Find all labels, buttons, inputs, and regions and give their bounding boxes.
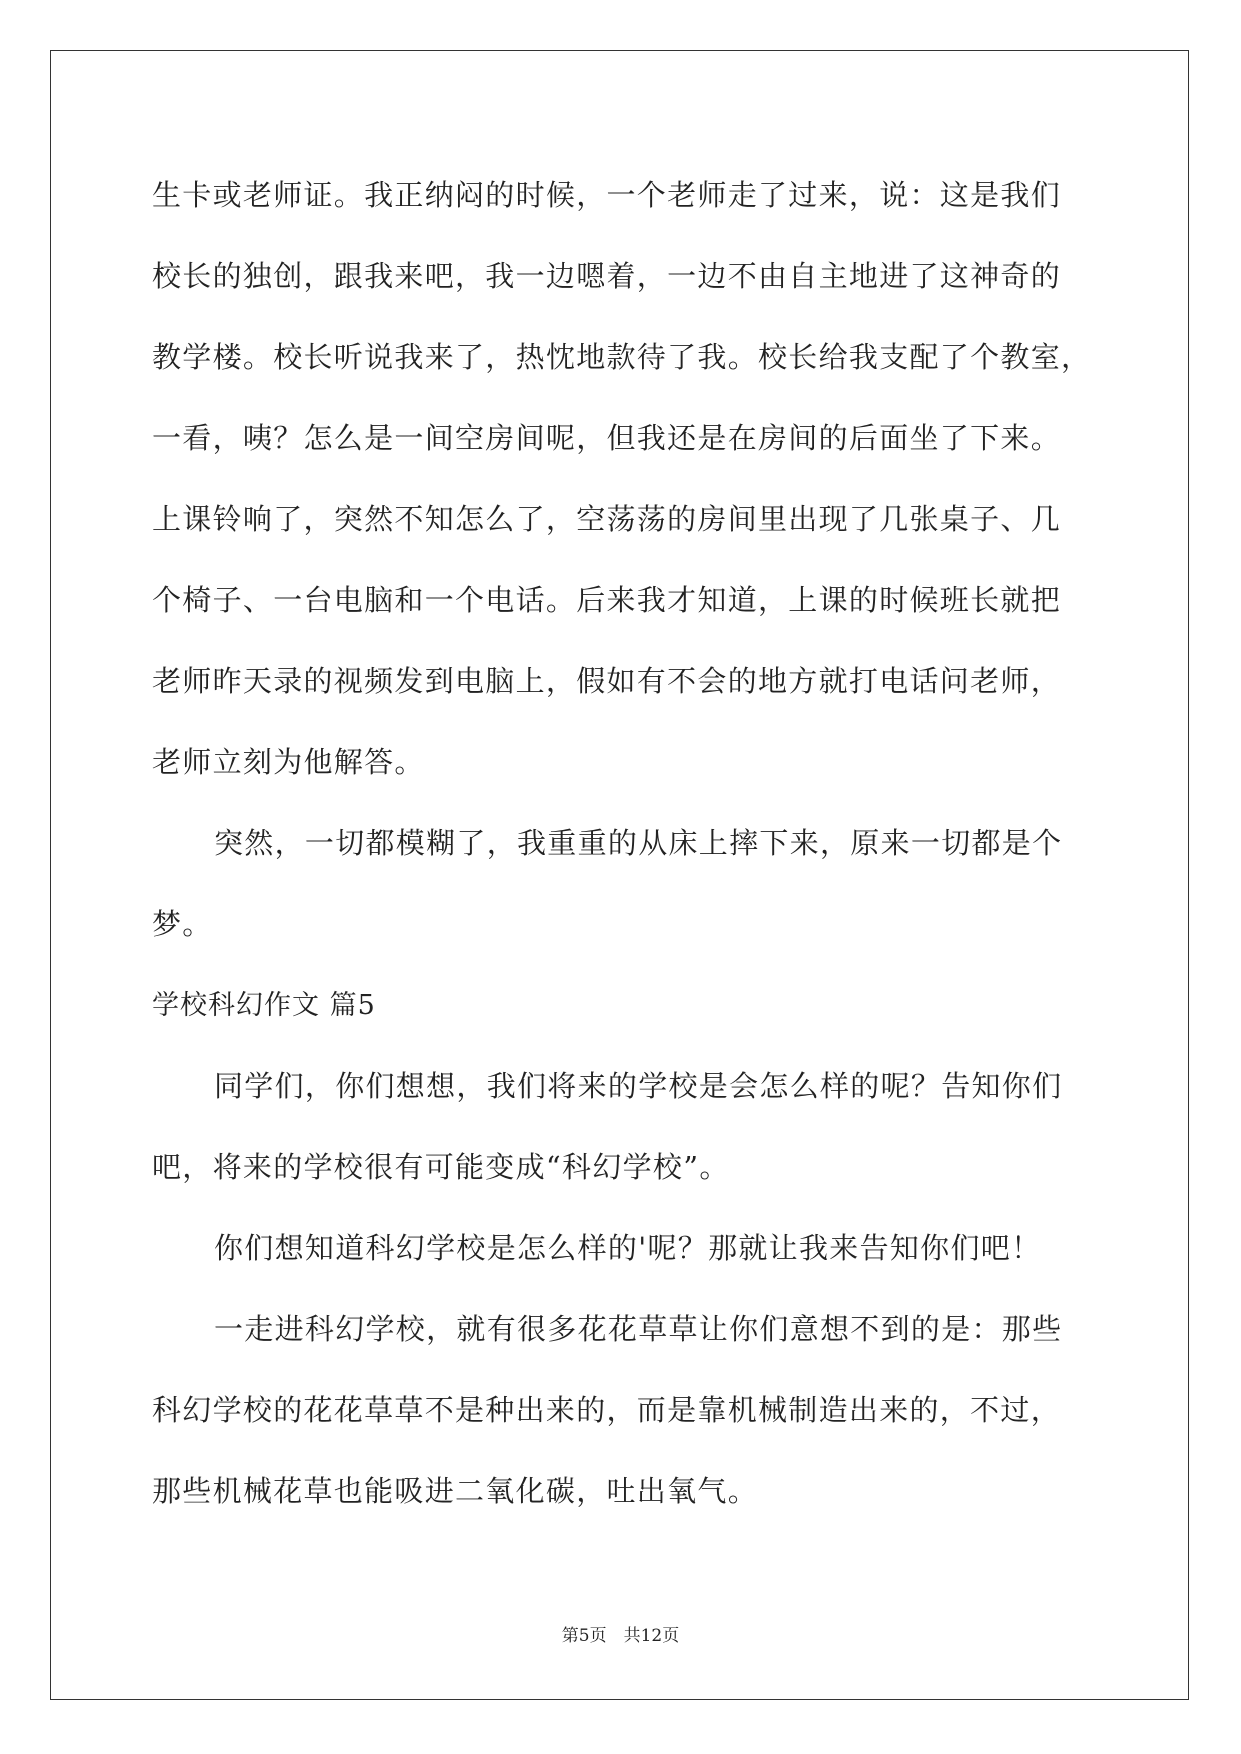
- paragraph-start-line: 同学们，你们想想，我们将来的学校是会怎么样的呢？告知你们: [214, 1069, 1063, 1103]
- text-line: 上课铃响了，突然不知怎么了，空荡荡的房间里出现了几张桌子、几: [152, 502, 1062, 536]
- paragraph-start-line: 一走进科幻学校，就有很多花花草草让你们意想不到的是：那些: [214, 1312, 1063, 1346]
- text-line: 梦。: [152, 907, 213, 941]
- text-line: 老师昨天录的视频发到电脑上，假如有不会的地方就打电话问老师，: [152, 664, 1062, 698]
- text-line: 生卡或老师证。我正纳闷的时候，一个老师走了过来，说：这是我们: [152, 178, 1062, 212]
- paragraph-start-line: 突然，一切都模糊了，我重重的从床上摔下来，原来一切都是个: [214, 826, 1063, 860]
- text-line: 个椅子、一台电脑和一个电话。后来我才知道，上课的时候班长就把: [152, 583, 1062, 617]
- section-heading: 学校科幻作文 篇5: [152, 990, 376, 1021]
- text-line: 吧，将来的学校很有可能变成“科幻学校”。: [152, 1150, 730, 1184]
- text-line: 老师立刻为他解答。: [152, 745, 425, 779]
- text-line: 校长的独创，跟我来吧，我一边嗯着，一边不由自主地进了这神奇的: [152, 259, 1062, 293]
- document-body: [152, 155, 1112, 1532]
- paragraph-start-line: 你们想知道科幻学校是怎么样的'呢？那就让我来告知你们吧！: [214, 1231, 1042, 1265]
- text-line: 教学楼。校长听说我来了，热忱地款待了我。校长给我支配了个教室，: [152, 340, 1092, 374]
- text-line: 那些机械花草也能吸进二氧化碳，吐出氧气。: [152, 1474, 759, 1508]
- text-line: 一看，咦？怎么是一间空房间呢，但我还是在房间的后面坐了下来。: [152, 421, 1062, 455]
- page-number-footer: 第5页 共12页: [561, 1626, 680, 1646]
- text-line: 科幻学校的花花草草不是种出来的，而是靠机械制造出来的，不过，: [152, 1393, 1062, 1427]
